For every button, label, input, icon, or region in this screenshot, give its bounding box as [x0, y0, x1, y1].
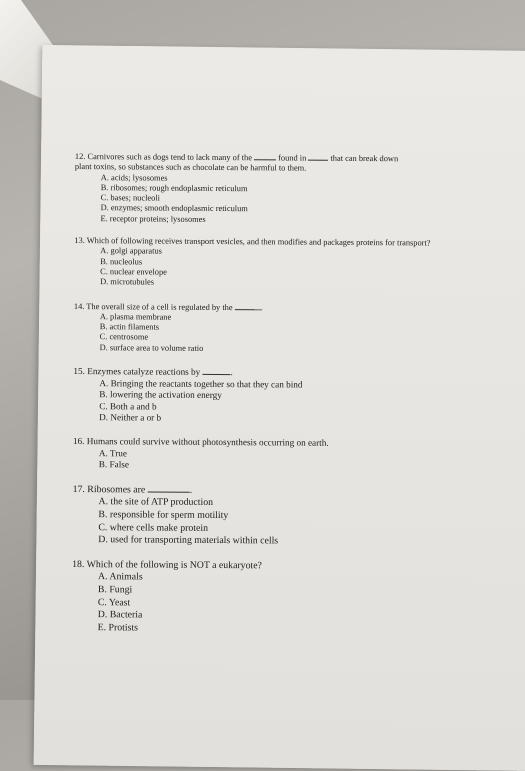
- option: D. surface area to volume ratio: [99, 342, 204, 353]
- options-list: [74, 173, 494, 227]
- option: B. nucleolus: [100, 256, 143, 267]
- question-text: [75, 150, 495, 176]
- option: E. receptor proteins; lysosomes: [100, 213, 206, 224]
- option: C. centrosome: [99, 332, 149, 342]
- option: B. Fungi: [97, 584, 133, 596]
- option: D. used for transporting materials within cells: [98, 534, 279, 547]
- options-list: [72, 496, 492, 549]
- question-12: [74, 150, 495, 227]
- options-list: [72, 571, 492, 637]
- option: D. Neither a or b: [99, 412, 162, 424]
- option: C. where cells make protein: [98, 521, 209, 534]
- worksheet-content: [72, 150, 495, 649]
- option: A. acids; lysosomes: [100, 172, 168, 183]
- question-text: 16. Humans could survive without photosynthesis occurring on earth.: [72, 436, 329, 448]
- question-text: 18. Which of the following is NOT a eukaryote?: [72, 558, 262, 572]
- question-18: [72, 559, 493, 637]
- option: C. Yeast: [97, 596, 131, 608]
- option: C. Both a and b: [99, 401, 157, 412]
- answer-blank: [235, 301, 261, 310]
- options-list: [73, 448, 493, 474]
- option: D. enzymes; smooth endoplasmic reticulum: [100, 203, 248, 214]
- option: B. actin filaments: [99, 322, 160, 332]
- option: A. Animals: [97, 571, 143, 583]
- option: B. lowering the activation energy: [99, 389, 222, 401]
- question-text-part: 14. The overall size of a cell is regulated by the: [73, 301, 233, 312]
- options-list: [74, 246, 494, 290]
- question-text-part: .: [189, 484, 193, 496]
- question-14: [74, 300, 494, 356]
- option: D. microtubules: [100, 277, 155, 287]
- question-text-part: .: [230, 367, 233, 378]
- option: B. responsible for sperm motility: [98, 509, 229, 522]
- option: A. the site of ATP production: [98, 496, 214, 509]
- question-text-part: found in: [278, 153, 307, 163]
- option: A. golgi apparatus: [100, 246, 162, 256]
- question-13: [74, 236, 494, 290]
- question-text-part: 15. Enzymes catalyze reactions by: [73, 366, 201, 377]
- answer-blank: [308, 152, 328, 161]
- question-text: 13. Which of following receives transport vesicles, and then modifies and packages proteins for transport?: [74, 236, 431, 248]
- question-15: [73, 365, 493, 427]
- option: E. Protists: [97, 621, 139, 634]
- answer-blank: [148, 483, 190, 492]
- option: B. ribosomes; rough endoplasmic reticulum: [100, 183, 248, 194]
- option: B. False: [98, 459, 129, 470]
- option: A. plasma membrane: [99, 312, 172, 322]
- question-16: [73, 436, 493, 474]
- option: C. bases; nucleoli: [100, 193, 161, 203]
- answer-blank: [203, 366, 233, 378]
- question-text-part: 12. Carnivores such as dogs tend to lack many of the: [74, 151, 252, 163]
- option: D. Bacteria: [97, 609, 143, 621]
- answer-blank: [254, 151, 276, 160]
- question-text-part: .: [260, 302, 263, 312]
- options-list: [74, 312, 494, 356]
- options-list: [73, 378, 493, 427]
- question-17: [72, 483, 492, 550]
- question-text-part: that can break down: [330, 153, 399, 164]
- option: A. True: [98, 447, 128, 458]
- option: A. Bringing the reactants together so that they can bind: [99, 377, 303, 390]
- question-text-part: 17. Ribosomes are: [72, 483, 146, 496]
- question-text-part: plant toxins, so substances such as chocolate can be harmful to them.: [74, 162, 307, 173]
- option: C. nuclear envelope: [100, 267, 167, 277]
